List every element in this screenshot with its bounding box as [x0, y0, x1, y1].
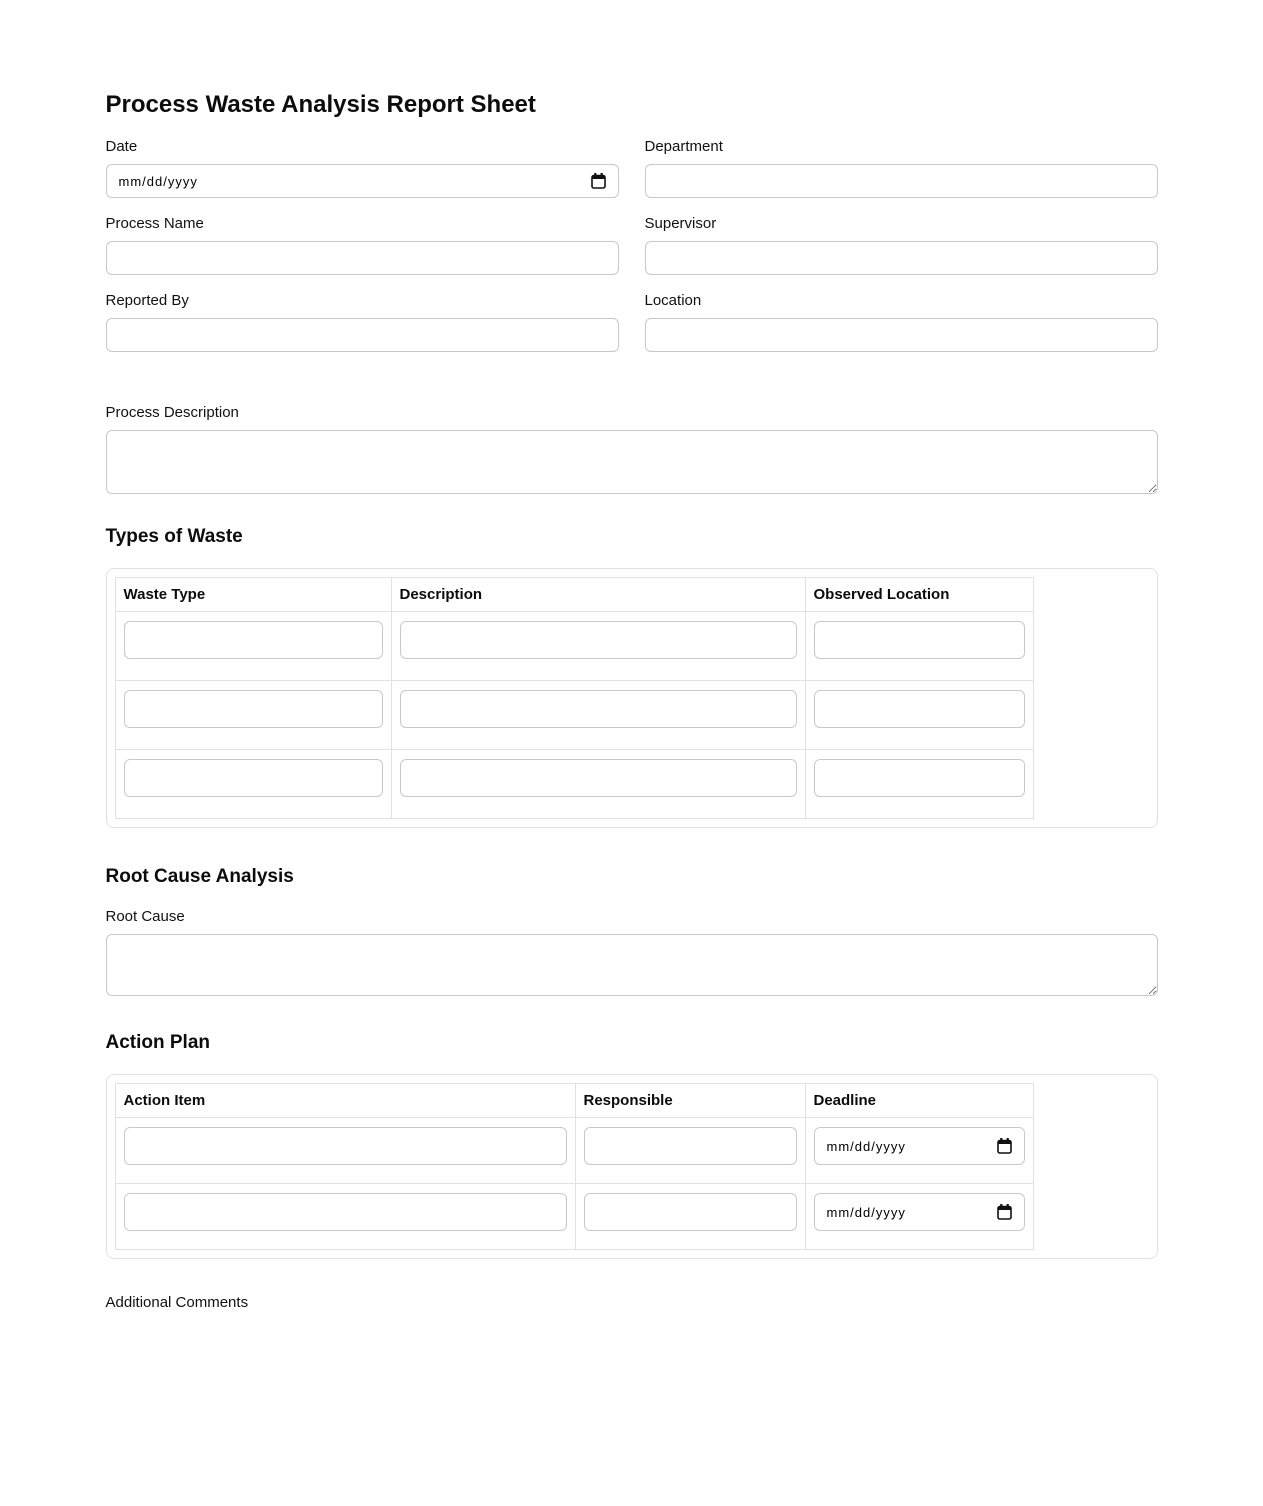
date-label: Date — [105, 138, 138, 155]
waste-description-input-1[interactable] — [400, 621, 797, 659]
field-root-cause — [106, 908, 1158, 996]
waste-description-header: Description — [391, 578, 805, 612]
waste-report-form — [106, 0, 1158, 1311]
field-date — [106, 138, 619, 198]
waste-type-input-3[interactable] — [124, 759, 383, 797]
process-description-label: Process Description — [105, 404, 239, 421]
table-header-row — [115, 1084, 1033, 1118]
waste-type-input-1[interactable] — [124, 621, 383, 659]
date-placeholder: mm/dd/yyyy — [118, 173, 198, 189]
supervisor-input[interactable] — [645, 241, 1158, 275]
reported-by-input[interactable] — [106, 318, 619, 352]
table-row — [115, 1184, 1033, 1250]
date-input[interactable] — [106, 164, 619, 198]
table-header-row — [115, 578, 1033, 612]
observed-location-header: Observed Location — [805, 578, 1033, 612]
deadline-date-input-2[interactable] — [814, 1193, 1025, 1231]
observed-location-input-3[interactable] — [814, 759, 1025, 797]
waste-description-input-3[interactable] — [400, 759, 797, 797]
action-plan-heading: Action Plan — [105, 1032, 211, 1053]
waste-description-input-2[interactable] — [400, 690, 797, 728]
date-placeholder: mm/dd/yyyy — [826, 1204, 906, 1220]
date-placeholder: mm/dd/yyyy — [826, 1138, 906, 1154]
waste-type-header: Waste Type — [115, 578, 391, 612]
root-cause-textarea[interactable] — [106, 934, 1158, 996]
action-item-header: Action Item — [115, 1084, 575, 1118]
field-process-description — [106, 404, 1158, 494]
table-row — [115, 612, 1033, 681]
field-reported-by — [106, 292, 619, 352]
observed-location-input-1[interactable] — [814, 621, 1025, 659]
responsible-input-1[interactable] — [584, 1127, 797, 1165]
field-additional-comments — [106, 1294, 1158, 1311]
calendar-icon[interactable] — [591, 173, 606, 189]
process-name-label: Process Name — [105, 215, 204, 232]
header-fields-grid — [106, 138, 1158, 352]
supervisor-label: Supervisor — [644, 215, 717, 232]
waste-type-input-2[interactable] — [124, 690, 383, 728]
root-cause-label: Root Cause — [105, 908, 185, 925]
action-item-input-1[interactable] — [124, 1127, 567, 1165]
action-item-input-2[interactable] — [124, 1193, 567, 1231]
table-row — [115, 1118, 1033, 1184]
responsible-input-2[interactable] — [584, 1193, 797, 1231]
deadline-date-input-1[interactable] — [814, 1127, 1025, 1165]
process-description-textarea[interactable] — [106, 430, 1158, 494]
action-plan-card — [106, 1074, 1158, 1259]
field-process-name — [106, 215, 619, 275]
field-supervisor — [645, 215, 1158, 275]
table-row — [115, 681, 1033, 750]
location-input[interactable] — [645, 318, 1158, 352]
calendar-icon[interactable] — [997, 1138, 1012, 1154]
additional-comments-label: Additional Comments — [105, 1294, 249, 1311]
table-row — [115, 750, 1033, 819]
page-title: Process Waste Analysis Report Sheet — [105, 91, 536, 118]
root-cause-heading: Root Cause Analysis — [105, 866, 294, 887]
department-label: Department — [644, 138, 723, 155]
action-plan-table — [115, 1083, 1034, 1250]
field-department — [645, 138, 1158, 198]
deadline-header: Deadline — [805, 1084, 1033, 1118]
reported-by-label: Reported By — [105, 292, 189, 309]
types-of-waste-heading: Types of Waste — [105, 526, 243, 547]
process-name-input[interactable] — [106, 241, 619, 275]
department-input[interactable] — [645, 164, 1158, 198]
calendar-icon[interactable] — [997, 1204, 1012, 1220]
location-label: Location — [644, 292, 702, 309]
observed-location-input-2[interactable] — [814, 690, 1025, 728]
field-location — [645, 292, 1158, 352]
types-of-waste-table — [115, 577, 1034, 819]
types-of-waste-card — [106, 568, 1158, 828]
responsible-header: Responsible — [575, 1084, 805, 1118]
